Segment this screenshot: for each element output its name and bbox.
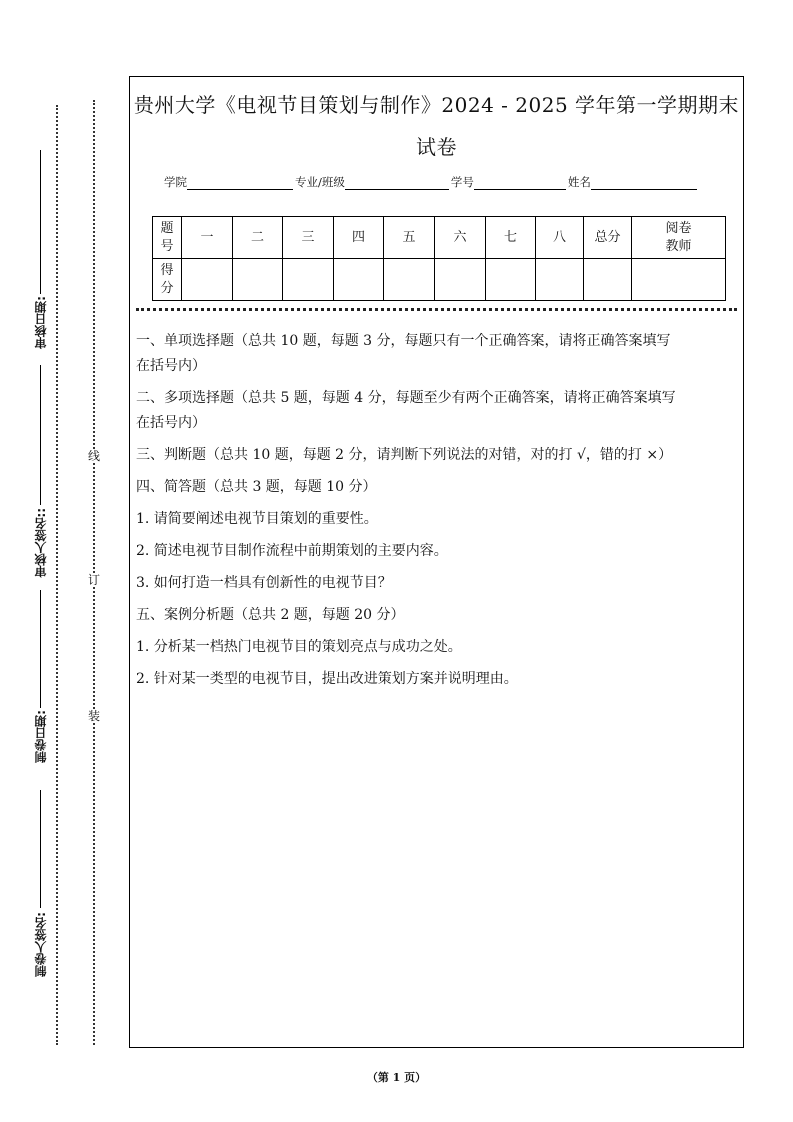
section-3-heading: 三、判断题（总共 10 题，每题 2 分，请判断下列说法的对错，对的打 √，错的打 ×）: [136, 447, 673, 463]
reviewer-signature-line: [40, 365, 41, 505]
name-field[interactable]: [591, 176, 697, 190]
question-4-2: 2. 简述电视节目制作流程中前期策划的主要内容。: [136, 543, 448, 559]
question-4-3: 3. 如何打造一档具有创新性的电视节目？: [136, 575, 392, 591]
col-header: 三: [283, 217, 334, 259]
binding-char-line: 线: [87, 449, 100, 463]
grader-cell[interactable]: [632, 259, 726, 301]
col-header: 四: [334, 217, 384, 259]
section-1-heading: 一、单项选择题（总共 10 题，每题 3 分，每题只有一个正确答案，请将正确答案填写: [136, 333, 671, 349]
col-header-total: 总分: [584, 217, 632, 259]
section-1-heading-cont: 在括号内）: [136, 358, 206, 374]
college-field[interactable]: [187, 176, 293, 190]
score-cell[interactable]: [435, 259, 486, 301]
binding-char-order: 订: [87, 573, 100, 587]
score-cell[interactable]: [233, 259, 283, 301]
page-number: （第 1 页）: [366, 1071, 427, 1084]
exam-content: [136, 329, 738, 692]
section-4-heading: 四、简答题（总共 3 题，每题 10 分）: [136, 479, 377, 495]
make-date-line: [40, 590, 41, 708]
college-label: 学院: [164, 175, 187, 189]
reviewer-signature-label: 审核人签名::: [34, 508, 48, 578]
col-header: 八: [536, 217, 584, 259]
make-date-label: 制卷日期:: [34, 710, 48, 763]
student-id-field[interactable]: [474, 176, 566, 190]
col-header: 六: [435, 217, 486, 259]
binding-char-bind: 装: [87, 709, 100, 723]
major-class-label: 专业/班级: [295, 175, 345, 189]
section-2-heading-cont: 在括号内）: [136, 415, 206, 431]
name-label: 姓名: [567, 175, 591, 189]
score-table-row-header: 得 分: [153, 259, 182, 301]
col-header: 七: [486, 217, 536, 259]
student-info-line: [164, 174, 699, 190]
review-date-line: [40, 150, 41, 294]
question-5-2: 2. 针对某一类型的电视节目，提出改进策划方案并说明理由。: [136, 671, 518, 687]
exam-paper-frame: [129, 76, 744, 1048]
review-date-label: 审核日期:: [34, 296, 48, 349]
exam-title-line2: 试卷: [416, 135, 457, 159]
col-header: 五: [384, 217, 435, 259]
score-cell[interactable]: [536, 259, 584, 301]
score-cell[interactable]: [334, 259, 384, 301]
col-header-grader: 阅卷 教师: [632, 217, 726, 259]
section-5-heading: 五、案例分析题（总共 2 题，每题 20 分）: [136, 607, 405, 623]
col-header: 二: [233, 217, 283, 259]
score-table: [152, 216, 726, 301]
col-header: 一: [182, 217, 233, 259]
maker-signature-label: 制卷人签名:: [34, 912, 48, 977]
score-cell[interactable]: [182, 259, 233, 301]
question-5-1: 1. 分析某一档热门电视节目的策划亮点与成功之处。: [136, 639, 462, 655]
score-cell[interactable]: [384, 259, 435, 301]
student-id-label: 学号: [450, 175, 474, 189]
score-cell[interactable]: [283, 259, 334, 301]
score-cell-total[interactable]: [584, 259, 632, 301]
major-class-field[interactable]: [345, 176, 449, 190]
maker-signature-line: [40, 790, 41, 908]
section-2-heading: 二、多项选择题（总共 5 题，每题 4 分，每题至少有两个正确答案，请将正确答案填写: [136, 390, 676, 406]
signature-dotted-line: [56, 105, 58, 1045]
question-4-1: 1. 请简要阐述电视节目策划的重要性。: [136, 511, 378, 527]
score-table-row-header: 题 号: [153, 217, 182, 259]
exam-title: 贵州大学《电视节目策划与制作》2024 - 2025 学年第一学期期末: [133, 93, 740, 117]
dotted-separator: [136, 308, 737, 311]
score-cell[interactable]: [486, 259, 536, 301]
